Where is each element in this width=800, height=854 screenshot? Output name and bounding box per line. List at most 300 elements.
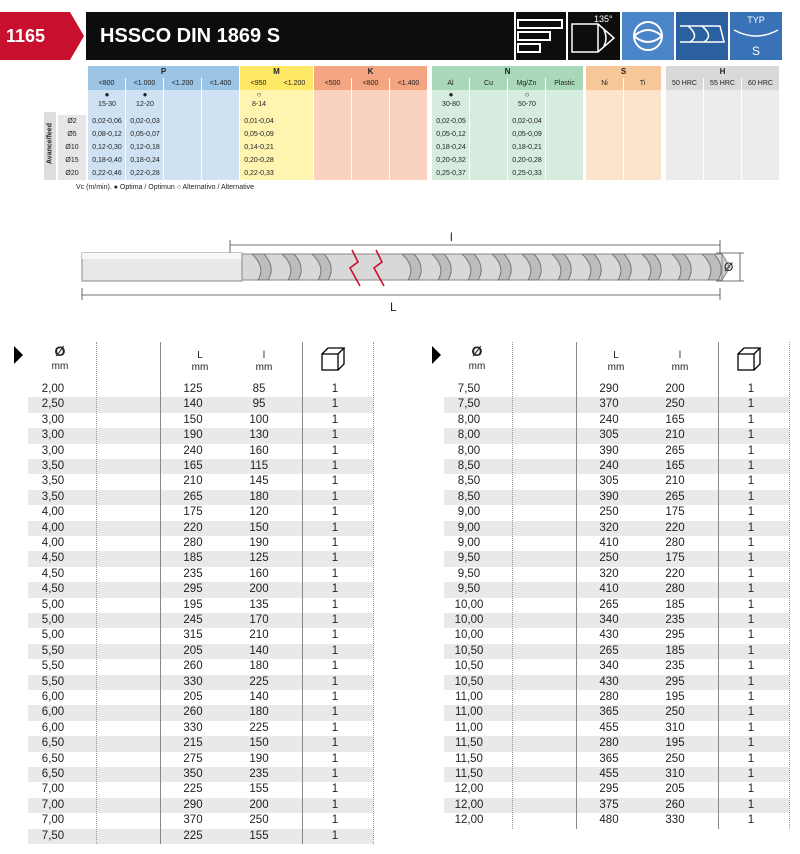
cell-total-length: 390	[599, 444, 619, 457]
cutting-speed: ● 12-20	[136, 90, 154, 108]
table-row	[444, 782, 789, 797]
cell-diameter: 10,50	[454, 644, 484, 657]
cell-qty: 1	[747, 552, 755, 565]
cell-diameter: 6,50	[41, 737, 65, 750]
cell-diameter: 5,00	[41, 629, 65, 642]
cell-qty: 1	[331, 383, 339, 395]
col-dia-unit-right: mm	[468, 361, 486, 372]
cell-flute-length: 175	[665, 552, 685, 565]
table-row	[28, 582, 373, 597]
flute-section-icon	[622, 12, 674, 60]
cell-qty: 1	[747, 629, 755, 642]
cell-qty: 1	[331, 660, 339, 673]
cell-total-length: 290	[183, 798, 203, 811]
cell-diameter: 6,00	[41, 706, 65, 719]
cell-total-length: 220	[183, 521, 203, 534]
table-row	[28, 505, 373, 520]
table-row	[28, 813, 373, 828]
cell-qty: 1	[747, 506, 755, 519]
shank-icon	[516, 12, 566, 60]
cell-flute-length: 170	[249, 614, 269, 626]
table-row	[444, 767, 789, 782]
material-subheader: Ti	[624, 78, 661, 90]
table-row	[444, 675, 789, 690]
cell-total-length: 295	[183, 583, 203, 596]
label-diameter: Ø	[724, 260, 734, 274]
material-subheader: 50 HRC	[666, 78, 703, 90]
material-column	[276, 90, 313, 180]
table-row	[28, 382, 373, 397]
col-l: l	[262, 350, 266, 361]
cell-total-length: 205	[183, 691, 203, 703]
cell-total-length: 430	[599, 629, 619, 642]
cell-qty: 1	[747, 814, 755, 827]
cell-flute-length: 295	[665, 629, 685, 642]
table-row	[28, 690, 373, 705]
cell-total-length: 370	[183, 814, 203, 827]
cell-flute-length: 160	[249, 444, 269, 457]
material-group-P: P	[88, 66, 239, 78]
material-subheader: <800	[352, 78, 389, 90]
cell-diameter: 8,50	[457, 490, 481, 503]
feed-value: 0,14-0,21	[244, 144, 274, 151]
table-row	[444, 551, 789, 566]
cell-total-length: 305	[599, 475, 619, 488]
table-row	[28, 767, 373, 782]
cell-total-length: 215	[183, 737, 203, 750]
cell-qty: 1	[747, 521, 755, 534]
table-row	[444, 474, 789, 489]
cell-flute-length: 310	[665, 768, 685, 780]
cell-total-length: 240	[599, 413, 619, 426]
cell-total-length: 165	[183, 460, 203, 472]
cell-diameter: 3,50	[41, 475, 65, 488]
cell-qty: 1	[331, 490, 339, 503]
cell-diameter: 8,50	[457, 460, 481, 472]
table-row	[444, 736, 789, 751]
material-column	[314, 90, 351, 180]
material-subheader: Mg/Zn	[508, 78, 545, 90]
cell-flute-length: 195	[665, 737, 685, 750]
feed-value: 0,01-0,04	[244, 118, 274, 125]
cell-diameter: 10,50	[454, 660, 484, 673]
cell-total-length: 320	[599, 521, 619, 534]
table-row	[28, 644, 373, 659]
column-divider	[576, 342, 577, 829]
cell-flute-length: 120	[249, 506, 269, 519]
cell-flute-length: 140	[249, 691, 269, 703]
angle-label: 135°	[594, 14, 613, 24]
cell-qty: 1	[331, 675, 339, 688]
cell-flute-length: 140	[249, 644, 269, 657]
cell-qty: 1	[747, 614, 755, 626]
cell-flute-length: 330	[665, 814, 685, 827]
table-row	[444, 813, 789, 828]
cell-diameter: 11,50	[455, 752, 483, 765]
cell-qty: 1	[331, 614, 339, 626]
cell-total-length: 295	[599, 783, 619, 796]
table-row	[444, 582, 789, 597]
drill-diagram	[70, 228, 750, 320]
table-row	[444, 459, 789, 474]
cell-diameter: 5,50	[41, 675, 65, 688]
cell-flute-length: 180	[249, 490, 269, 503]
cell-flute-length: 210	[665, 429, 685, 442]
col-L-unit-right: mm	[607, 362, 625, 373]
cell-diameter: 3,00	[41, 429, 65, 442]
material-subheader: <1.400	[390, 78, 427, 90]
table-row	[28, 459, 373, 474]
cell-qty: 1	[747, 706, 755, 719]
cell-qty: 1	[747, 660, 755, 673]
table-row	[28, 397, 373, 412]
cell-qty: 1	[747, 413, 755, 426]
cell-total-length: 305	[599, 429, 619, 442]
cell-total-length: 235	[183, 567, 203, 580]
cell-diameter: 9,50	[457, 552, 481, 565]
cell-flute-length: 150	[249, 521, 269, 534]
code-arrow-icon	[70, 12, 84, 60]
cell-diameter: 5,00	[41, 614, 65, 626]
cell-flute-length: 260	[665, 798, 685, 811]
col-L: L	[197, 350, 203, 361]
material-column	[202, 90, 239, 180]
cell-total-length: 125	[183, 383, 203, 395]
cell-diameter: 9,00	[457, 521, 481, 534]
table-row	[444, 690, 789, 705]
cell-total-length: 365	[599, 706, 619, 719]
table-row	[444, 598, 789, 613]
cell-total-length: 150	[183, 413, 203, 426]
cell-total-length: 280	[599, 737, 619, 750]
feed-value: 0,02-0,04	[512, 118, 542, 125]
cell-diameter: 3,00	[41, 413, 65, 426]
cell-qty: 1	[331, 506, 339, 519]
cell-flute-length: 250	[249, 814, 269, 827]
material-subheader: <500	[314, 78, 351, 90]
table-row	[444, 644, 789, 659]
material-column	[546, 90, 583, 180]
cell-total-length: 195	[183, 598, 203, 611]
label-l: l	[450, 230, 453, 244]
column-divider	[160, 342, 161, 844]
feed-value: 0,18-0,24	[130, 157, 160, 164]
cell-qty: 1	[331, 829, 339, 842]
cell-qty: 1	[747, 752, 755, 765]
feed-value: 0,05-0,09	[512, 131, 542, 138]
feed-value: 0,02-0,03	[130, 118, 160, 125]
cell-total-length: 265	[183, 490, 203, 503]
table-row	[444, 521, 789, 536]
column-divider	[789, 342, 790, 829]
cell-qty: 1	[747, 444, 755, 457]
cell-qty: 1	[331, 552, 339, 565]
cell-diameter: 10,00	[454, 629, 484, 642]
cell-flute-length: 135	[249, 598, 269, 611]
cell-qty: 1	[747, 475, 755, 488]
table-row	[28, 736, 373, 751]
cell-flute-length: 225	[249, 721, 269, 734]
cell-diameter: 4,50	[41, 567, 65, 580]
cell-total-length: 330	[183, 675, 203, 688]
cell-qty: 1	[747, 537, 755, 549]
material-subheader: <800	[88, 78, 125, 90]
cell-diameter: 8,00	[457, 413, 481, 426]
material-subheader: <1.200	[164, 78, 201, 90]
cell-qty: 1	[331, 814, 339, 827]
table-row	[28, 705, 373, 720]
column-divider	[96, 342, 97, 844]
cell-total-length: 240	[599, 460, 619, 472]
cell-total-length: 205	[183, 644, 203, 657]
cell-qty: 1	[331, 721, 339, 734]
cutting-speed: ○ 8-14	[251, 90, 266, 108]
table-row	[28, 413, 373, 428]
cell-diameter: 5,50	[41, 644, 65, 657]
cell-flute-length: 235	[249, 768, 269, 780]
typ-icon	[730, 12, 782, 60]
cell-flute-length: 160	[249, 567, 269, 580]
cell-diameter: 4,50	[41, 583, 65, 596]
cell-diameter: 4,50	[41, 552, 65, 565]
cell-total-length: 185	[183, 552, 203, 565]
cell-qty: 1	[747, 383, 755, 395]
table-row	[28, 721, 373, 736]
material-group-N: N	[432, 66, 583, 78]
cell-flute-length: 235	[665, 660, 685, 673]
material-subheader: Al	[432, 78, 469, 90]
cell-total-length: 375	[599, 798, 619, 811]
table-row	[444, 613, 789, 628]
cell-qty: 1	[331, 644, 339, 657]
cell-flute-length: 145	[249, 475, 269, 488]
cell-flute-length: 185	[665, 644, 685, 657]
cell-flute-length: 295	[665, 675, 685, 688]
package-qty-icon-right	[736, 346, 762, 372]
cell-diameter: 10,50	[454, 675, 484, 688]
cell-qty: 1	[331, 537, 339, 549]
cell-total-length: 320	[599, 567, 619, 580]
cell-qty: 1	[747, 567, 755, 580]
feed-value: 0,05-0,09	[244, 131, 274, 138]
table-row	[28, 829, 373, 844]
material-subheader: <950	[240, 78, 277, 90]
cell-diameter: 7,00	[41, 783, 65, 796]
cell-qty: 1	[747, 583, 755, 596]
cell-total-length: 455	[599, 721, 619, 734]
cell-qty: 1	[747, 675, 755, 688]
feed-label: Avance/feed	[46, 123, 54, 164]
cell-flute-length: 155	[249, 829, 269, 842]
cell-flute-length: 115	[249, 460, 269, 472]
table-row	[444, 536, 789, 551]
cell-diameter: 7,50	[457, 383, 481, 395]
feed-value: 0,20-0,32	[436, 157, 466, 164]
material-subheader: 60 HRC	[742, 78, 779, 90]
feed-value: 0,05-0,07	[130, 131, 160, 138]
cell-diameter: 6,50	[41, 768, 65, 780]
material-subheader: 55 HRC	[704, 78, 741, 90]
cell-flute-length: 280	[665, 583, 685, 596]
feed-value: 0,12-0,18	[130, 144, 160, 151]
cell-qty: 1	[331, 783, 339, 796]
cell-flute-length: 250	[665, 706, 685, 719]
cell-diameter: 7,00	[41, 798, 65, 811]
cell-total-length: 365	[599, 752, 619, 765]
typ-value: S	[751, 44, 760, 58]
cell-flute-length: 130	[249, 429, 269, 442]
table-row	[28, 782, 373, 797]
table-row	[444, 490, 789, 505]
cell-flute-length: 195	[665, 691, 685, 703]
cell-flute-length: 180	[249, 706, 269, 719]
table-row	[444, 752, 789, 767]
table-row	[444, 413, 789, 428]
cell-flute-length: 200	[665, 383, 685, 395]
feed-value: 0,20-0,28	[512, 157, 542, 164]
cell-total-length: 340	[599, 660, 619, 673]
cell-total-length: 245	[183, 614, 203, 626]
left-table-arrow-icon	[14, 346, 23, 364]
material-column	[352, 90, 389, 180]
cutting-speed: ● 30-80	[442, 90, 460, 108]
cell-total-length: 390	[599, 490, 619, 503]
table-row	[444, 798, 789, 813]
feed-value: 0,18-0,40	[92, 157, 122, 164]
table-row	[28, 567, 373, 582]
cell-qty: 1	[747, 798, 755, 811]
column-divider	[512, 342, 513, 829]
cell-flute-length: 85	[252, 383, 266, 395]
table-row	[444, 659, 789, 674]
cell-flute-length: 225	[249, 675, 269, 688]
feed-value: 0,25-0,33	[512, 170, 542, 177]
cell-total-length: 250	[599, 552, 619, 565]
cell-qty: 1	[331, 768, 339, 780]
twist-type-icon	[676, 12, 728, 60]
material-group-H: H	[666, 66, 779, 78]
table-row	[444, 397, 789, 412]
feed-value: 0,22-0,46	[92, 170, 122, 177]
cell-diameter: 7,00	[41, 814, 65, 827]
table-row	[444, 428, 789, 443]
cell-flute-length: 205	[665, 783, 685, 796]
cell-flute-length: 165	[665, 413, 685, 426]
cell-total-length: 275	[183, 752, 203, 765]
cell-qty: 1	[747, 783, 755, 796]
cell-flute-length: 165	[665, 460, 685, 472]
cell-qty: 1	[747, 460, 755, 472]
cell-flute-length: 200	[249, 798, 269, 811]
cell-qty: 1	[331, 691, 339, 703]
cell-qty: 1	[331, 629, 339, 642]
cell-total-length: 210	[183, 475, 203, 488]
cell-diameter: 11,00	[455, 706, 483, 719]
cell-total-length: 455	[599, 768, 619, 780]
cell-qty: 1	[747, 598, 755, 611]
material-subheader: Plastic	[546, 78, 583, 90]
table-row	[28, 536, 373, 551]
col-dia-right: Ø	[471, 343, 483, 359]
feed-value: 0,02-0,05	[436, 118, 466, 125]
cell-flute-length: 95	[252, 398, 266, 411]
cell-diameter: 5,50	[41, 660, 65, 673]
feed-value: 0,18-0,24	[436, 144, 466, 151]
cell-flute-length: 190	[249, 752, 269, 765]
cell-flute-length: 175	[665, 506, 685, 519]
cell-qty: 1	[747, 398, 755, 411]
material-subheader: <1.000	[126, 78, 163, 90]
table-row	[444, 505, 789, 520]
cell-total-length: 260	[183, 706, 203, 719]
table-row	[444, 628, 789, 643]
cell-qty: 1	[331, 475, 339, 488]
cell-total-length: 225	[183, 783, 203, 796]
cell-flute-length: 220	[665, 521, 685, 534]
cell-total-length: 410	[599, 537, 619, 549]
cell-flute-length: 250	[665, 398, 685, 411]
cell-total-length: 430	[599, 675, 619, 688]
cell-flute-length: 265	[665, 490, 685, 503]
cell-diameter: 4,00	[41, 506, 65, 519]
cell-diameter: 5,00	[41, 598, 65, 611]
feed-diameter: Ø15	[58, 154, 86, 167]
cell-qty: 1	[747, 644, 755, 657]
cell-diameter: 7,50	[457, 398, 481, 411]
cell-diameter: 6,50	[41, 752, 65, 765]
col-dia-unit: mm	[51, 361, 69, 372]
feed-value: 0,12-0,30	[92, 144, 122, 151]
cell-diameter: 12,00	[454, 814, 484, 827]
table-row	[28, 474, 373, 489]
speed-legend: Vc (m/min). ● Optima / Optimun ○ Alternativo / Alternative	[76, 184, 255, 191]
material-column	[164, 90, 201, 180]
cell-total-length: 480	[599, 814, 619, 827]
cell-diameter: 2,00	[41, 383, 65, 395]
table-row	[444, 721, 789, 736]
cell-qty: 1	[331, 429, 339, 442]
cell-diameter: 3,50	[41, 490, 65, 503]
cell-flute-length: 265	[665, 444, 685, 457]
cell-flute-length: 210	[249, 629, 269, 642]
cell-diameter: 9,50	[457, 583, 481, 596]
cell-flute-length: 200	[249, 583, 269, 596]
material-column	[704, 90, 741, 180]
cell-diameter: 11,00	[455, 691, 483, 703]
feed-diameter: Ø5	[58, 128, 86, 141]
cell-qty: 1	[331, 737, 339, 750]
cell-flute-length: 180	[249, 660, 269, 673]
table-row	[28, 551, 373, 566]
cell-diameter: 4,00	[41, 521, 65, 534]
cell-diameter: 2,50	[41, 398, 65, 411]
cell-diameter: 8,00	[457, 429, 481, 442]
col-l-right: l	[678, 350, 682, 361]
table-row	[444, 567, 789, 582]
cell-qty: 1	[331, 567, 339, 580]
feed-value: 0,22-0,33	[244, 170, 274, 177]
right-table-arrow-icon	[432, 346, 441, 364]
material-column	[666, 90, 703, 180]
cell-flute-length: 310	[665, 721, 685, 734]
cell-flute-length: 150	[249, 737, 269, 750]
col-dia: Ø	[54, 343, 66, 359]
material-column	[470, 90, 507, 180]
cell-total-length: 350	[183, 768, 203, 780]
cell-diameter: 3,50	[41, 460, 65, 472]
cell-total-length: 330	[183, 721, 203, 734]
material-column	[624, 90, 661, 180]
